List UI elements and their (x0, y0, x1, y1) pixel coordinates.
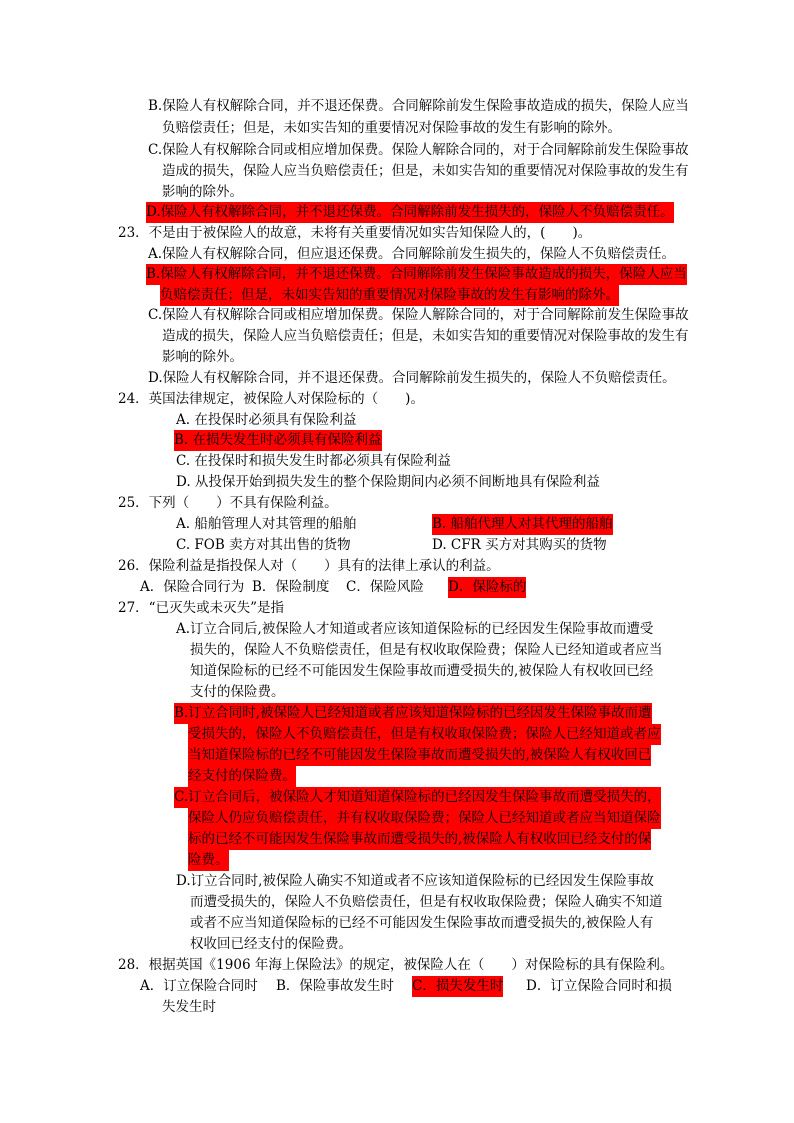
q27-option-c-line2-answer: 保险人仍应负赔偿责任，并有权收取保险费；保险人已经知道或者应当知道保险 (188, 808, 661, 829)
q23-option-a: A.保险人有权解除合同，但应退还保费。合同解除前发生损失的，保险人不负赔偿责任。 (148, 246, 676, 262)
q27-stem: 27．“已灭失或未灭失”是指 (118, 600, 284, 616)
q27-option-b-line4-answer: 经支付的保险费。 (188, 766, 296, 787)
q26-option-c: C．保险风险 (346, 579, 424, 595)
q23-option-c-line1: C.保险人有权解除合同或相应增加保费。保险人解除合同的，对于合同解除前发生保险事故 (148, 307, 689, 323)
q27-option-b-line3-answer: 当知道保险标的已经不可能因发生保险事故而遭受损失的,被保险人有权收回已 (188, 745, 651, 766)
q26-option-b: B．保险制度 (252, 579, 330, 595)
q22-option-c-line1: C.保险人有权解除合同或相应增加保费。保险人解除合同的，对于合同解除前发生保险事故 (148, 142, 689, 158)
q28-option-b: B．保险事故发生时 (276, 978, 394, 994)
q23-option-b-line2-answer: 负赔偿责任；但是，未如实告知的重要情况对保险事故的发生有影响的除外。 (160, 285, 619, 306)
q25-option-c: C. FOB 卖方对其出售的货物 (176, 537, 351, 553)
q24-stem: 24．英国法律规定，被保险人对保险标的（ )。 (118, 391, 424, 407)
q22-option-b-line1: B.保险人有权解除合同，并不退还保费。合同解除前发生保险事故造成的损失，保险人应当 (148, 98, 689, 114)
q25-option-d: D. CFR 买方对其购买的货物 (432, 537, 607, 553)
q22-option-d-answer: D.保险人有权解除合同，并不退还保费。合同解除前发生损失的，保险人不负赔偿责任。 (146, 202, 674, 223)
q28-stem: 28．根据英国《1906 年海上保险法》的规定，被保险人在（ ）对保险标的具有保险利。 (118, 957, 674, 973)
q27-option-c-line4-answer: 险费。 (188, 850, 229, 871)
q27-option-a-line4: 支付的保险费。 (190, 684, 285, 700)
q27-option-c-line3-answer: 标的已经不可能因发生保险事故而遭受损失的,被保险人有权收回已经支付的保 (188, 829, 651, 850)
q22-option-c-line3: 影响的除外。 (162, 184, 243, 200)
q23-option-b-line1-answer: B.保险人有权解除合同，并不退还保费。合同解除前发生保险事故造成的损失，保险人应当 (146, 264, 687, 285)
q24-option-c: C. 在投保时和损失发生时都必须具有保险利益 (176, 453, 451, 469)
q23-stem: 23．不是由于被保险人的故意，未将有关重要情况如实告知保险人的，( )。 (118, 225, 592, 241)
q28-option-c-answer: C．损失发生时 (412, 976, 503, 997)
q27-option-b-line2-answer: 受损失的，保险人不负赔偿责任，但是有权收取保险费；保险人已经知道或者应 (188, 724, 661, 745)
q27-option-a-line1: A.订立合同后,被保险人才知道或者应该知道保险标的已经因发生保险事故而遭受 (176, 621, 654, 637)
q23-option-c-line3: 影响的除外。 (162, 349, 243, 365)
q24-option-b-answer: B. 在损失发生时必须具有保险利益 (174, 430, 382, 451)
q23-option-c-line2: 造成的损失，保险人应当负赔偿责任；但是，未如实告知的重要情况对保险事故的发生有 (162, 328, 689, 344)
q26-option-a: A．保险合同行为 (140, 579, 245, 595)
q27-option-d-line3: 或者不应当知道保险标的已经不可能因发生保险事故而遭受损失的,被保险人有 (190, 915, 654, 931)
q28-option-d-line1: D．订立保险合同时和损 (526, 978, 672, 994)
q26-stem: 26．保险利益是指投保人对（ ）具有的法律上承认的利益。 (118, 558, 500, 574)
q27-option-c-line1-answer: C.订立合同后，被保险人才知道知道保险标的已经因发生保险事故而遭受损失的， (174, 787, 661, 808)
q28-option-d-line2: 失发生时 (162, 999, 216, 1015)
q27-option-d-line1: D.订立合同时,被保险人确实不知道或者不应该知道保险标的已经因发生保险事故 (176, 873, 654, 889)
q27-option-a-line2: 损失的，保险人不负赔偿责任，但是有权收取保险费；保险人已经知道或者应当 (190, 642, 663, 658)
q27-option-d-line4: 权收回已经支付的保险费。 (190, 936, 352, 952)
q28-option-a: A．订立保险合同时 (140, 978, 258, 994)
q27-option-d-line2: 而遭受损失的，保险人不负赔偿责任，但是有权收取保险费；保险人确实不知道 (190, 894, 663, 910)
q27-option-b-line1-answer: B.订立合同时,被保险人已经知道或者应该知道保险标的已经因发生保险事故而遭 (174, 703, 652, 724)
q26-option-d-answer: D．保险标的 (448, 577, 526, 598)
q27-option-a-line3: 知道保险标的已经不可能因发生保险事故而遭受损失的,被保险人有权收回已经 (190, 663, 654, 679)
q23-option-d: D.保险人有权解除合同，并不退还保费。合同解除前发生损失的，保险人不负赔偿责任。 (148, 370, 676, 386)
q24-option-a: A. 在投保时必须具有保险利益 (176, 412, 357, 428)
q25-option-a: A. 船舶管理人对其管理的船舶 (176, 516, 357, 532)
q24-option-d: D. 从投保开始到损失发生的整个保险期间内必须不间断地具有保险利益 (176, 474, 600, 490)
q25-option-b-answer: B. 船舶代理人对其代理的船舶 (432, 514, 613, 535)
q22-option-b-line2: 负赔偿责任；但是，未如实告知的重要情况对保险事故的发生有影响的除外。 (162, 120, 621, 136)
q22-option-c-line2: 造成的损失，保险人应当负赔偿责任；但是，未如实告知的重要情况对保险事故的发生有 (162, 163, 689, 179)
q25-stem: 25．下列（ ）不具有保险利益。 (118, 495, 338, 511)
